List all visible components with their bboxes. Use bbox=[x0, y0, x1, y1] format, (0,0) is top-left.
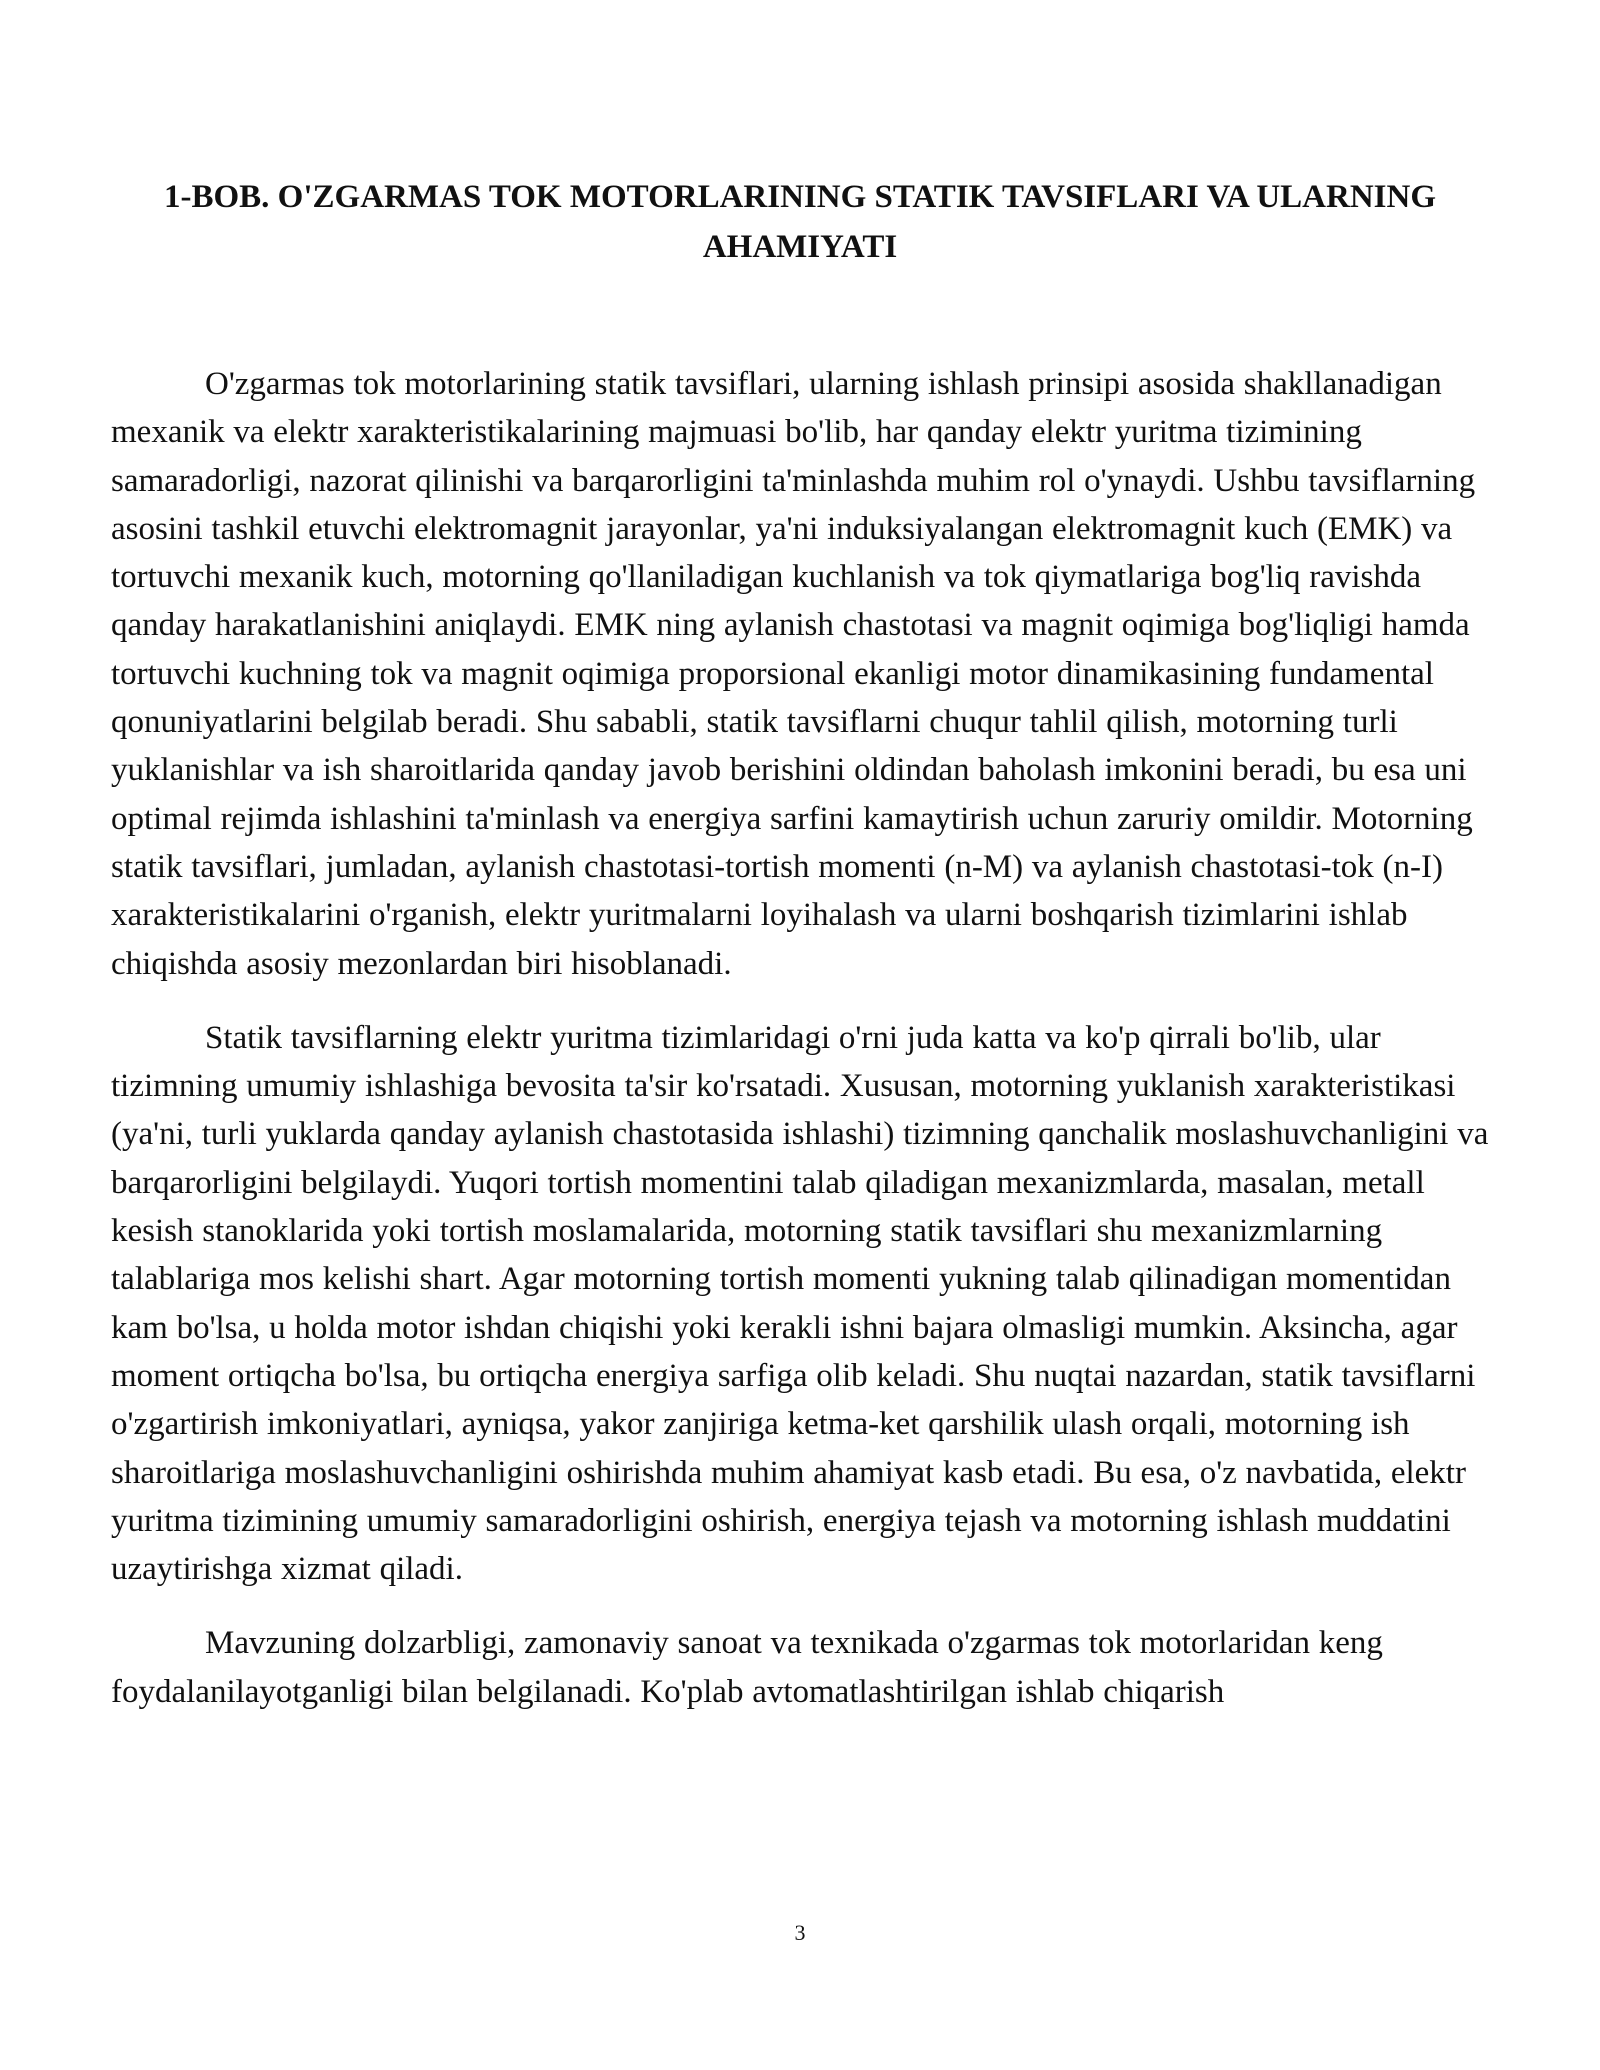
paragraph: O'zgarmas tok motorlarining statik tavsiflari, ularning ishlash prinsipi asosida shakllanadigan mexanik va elektr xarakteristikalarining majmuasi bo'lib, har qanday elektr yuritma tizimining samaradorligi, nazorat qilinishi va barqarorligini ta'minlashda muhim rol o'ynaydi. Ushbu tavsiflarning asosini tashkil etuvchi elektromagnit jarayonlar, ya'ni induksiyalangan elektromagnit kuch (EMK) va tortuvchi mexanik kuch, motorning qo'llaniladigan kuchlanish va tok qiymatlariga bog'liq ravishda qanday harakatlanishini aniqlaydi. EMK ning aylanish chastotasi va magnit oqimiga bog'liqligi hamda tortuvchi kuchning tok va magnit oqimiga proporsional ekanligi motor dinamikasining fundamental qonuniyatlarini belgilab beradi. Shu sababli, statik tavsiflarni chuqur tahlil qilish, motorning turli yuklanishlar va ish sharoitlarida qanday javob berishini oldindan baholash imkonini beradi, bu esa uni optimal rejimda ishlashini ta'minlash va energiya sarfini kamaytirish uchun zaruriy omildir. Motorning statik tavsiflari, jumladan, aylanish chastotasi-tortish momenti (n-M) va aylanish chastotasi-tok (n-I) xarakteristikalarini o'rganish, elektr yuritmalarni loyihalash va ularni boshqarish tizimlarini ishlab chiqishda asosiy mezonlardan biri hisoblanadi. bbox=[111, 366, 1476, 982]
chapter-title: 1-BOB. O'ZGARMAS TOK MOTORLARINING STATIK TAVSIFLARI VA ULARNING AHAMIYATI bbox=[164, 179, 1436, 265]
paragraph: Mavzuning dolzarbligi, zamonaviy sanoat va texnikada o'zgarmas tok motorlaridan keng foydalanilayotganligi bilan belgilanadi. Ko'plab avtomatlashtirilgan ishlab chiqarish bbox=[111, 1625, 1383, 1710]
paragraph: Statik tavsiflarning elektr yuritma tizimlaridagi o'rni juda katta va ko'p qirrali bo'lib, ular tizimning umumiy ishlashiga bevosita ta'sir ko'rsatadi. Xususan, motorning yuklanish xarakteristikasi (ya'ni, turli yuklarda qanday aylanish chastotasida ishlashi) tizimning qanchalik moslashuvchanligini va barqarorligini belgilaydi. Yuqori tortish momentini talab qiladigan mexanizmlarda, masalan, metall kesish stanoklarida yoki tortish moslamalarida, motorning statik tavsiflari shu mexanizmlarning talablariga mos kelishi shart. Agar motorning tortish momenti yukning talab qilinadigan momentidan kam bo'lsa, u holda motor ishdan chiqishi yoki kerakli ishni bajara olmasligi mumkin. Aksincha, agar moment ortiqcha bo'lsa, bu ortiqcha energiya sarfiga olib keladi. Shu nuqtai nazardan, statik tavsiflarni o'zgartirish imkoniyatlari, ayniqsa, yakor zanjiriga ketma-ket qarshilik ulash orqali, motorning ish sharoitlariga moslashuvchanligini oshirishda muhim ahamiyat kasb etadi. Bu esa, o'z navbatida, elektr yuritma tizimining umumiy samaradorligini oshirish, energiya tejash va motorning ishlash muddatini uzaytirishga xizmat qiladi. bbox=[111, 1019, 1489, 1588]
body-text bbox=[111, 360, 1503, 1742]
page-number: 3 bbox=[794, 1920, 806, 1945]
